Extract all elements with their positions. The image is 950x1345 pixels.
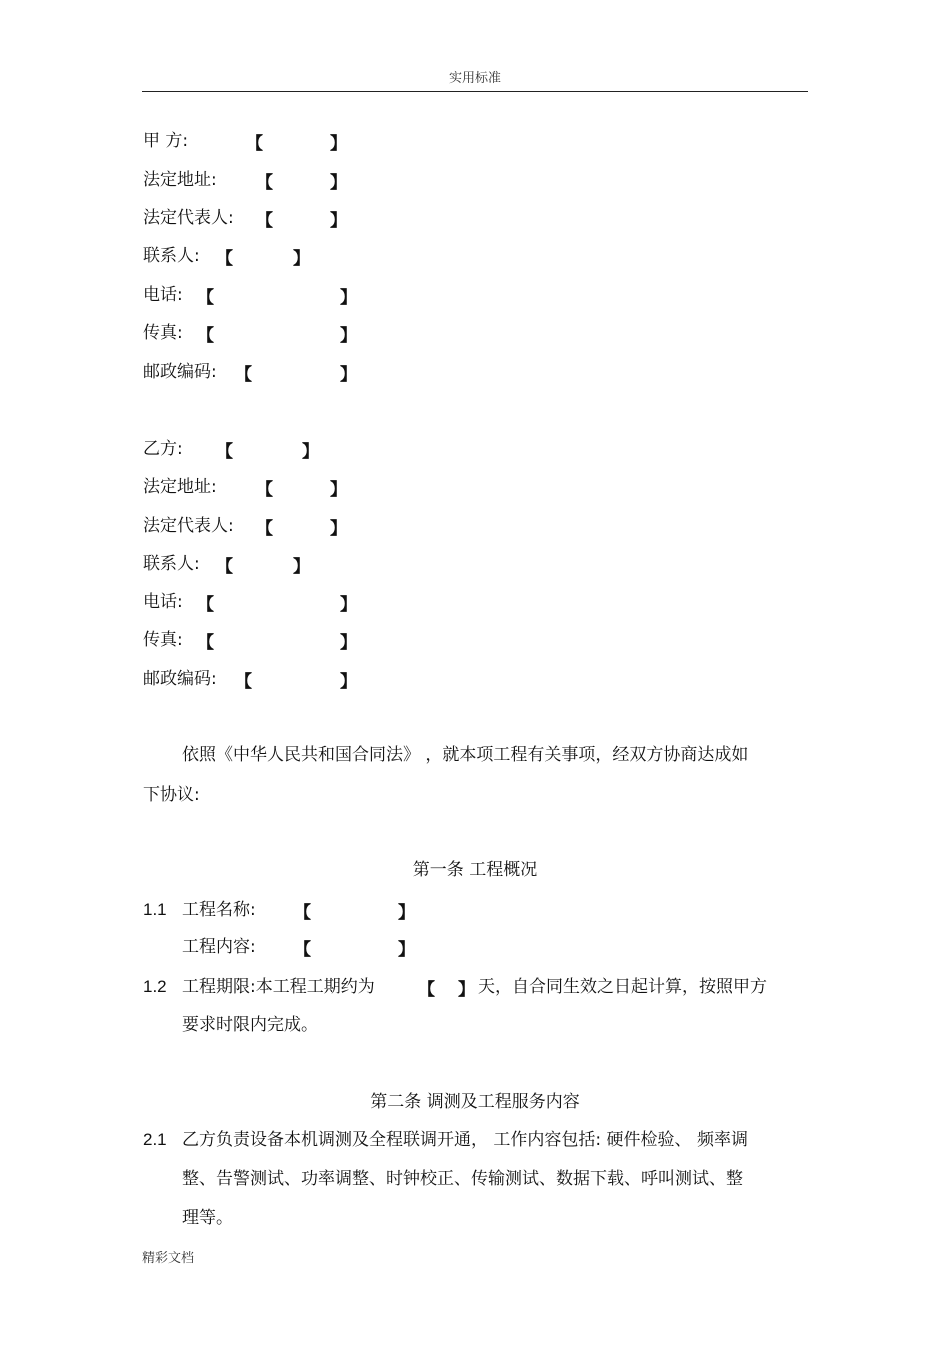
bracket-open: 【 — [235, 365, 252, 385]
project-period-line-2: 要求时限内完成。 — [182, 1015, 318, 1035]
page-footer: 精彩文档 — [142, 1251, 195, 1266]
bracket-open: 【 — [197, 633, 214, 653]
party-a-rep-label: 法定代表人: — [143, 208, 234, 228]
bracket-open: 【 — [418, 980, 435, 1000]
bracket-open: 【 — [197, 595, 214, 615]
bracket-close: 】 — [330, 134, 347, 154]
bracket-close: 】 — [330, 173, 347, 193]
bracket-open: 【 — [256, 211, 273, 231]
party-a-postcode-label: 邮政编码: — [143, 362, 217, 382]
party-b-contact-label: 联系人: — [143, 554, 200, 574]
bracket-close: 】 — [293, 557, 310, 577]
bracket-close: 】 — [340, 672, 357, 692]
bracket-open: 【 — [235, 672, 252, 692]
bracket-close: 】 — [398, 940, 415, 960]
preamble-line-1: 依照《中华人民共和国合同法》 ，就本项工程有关事项，经双方协商达成如 — [182, 745, 749, 765]
clause-number: 1.2 — [143, 977, 167, 996]
article-1-title: 第一条 工程概况 — [412, 860, 538, 880]
bracket-open: 【 — [256, 173, 273, 193]
party-a-name-label: 甲 方: — [143, 131, 189, 151]
party-a-phone-label: 电话: — [143, 285, 183, 305]
bracket-open: 【 — [246, 134, 263, 154]
bracket-close: 】 — [293, 249, 310, 269]
party-b-name-label: 乙方: — [143, 439, 183, 459]
bracket-open: 【 — [216, 249, 233, 269]
party-a-address-label: 法定地址: — [143, 170, 217, 190]
service-content-line-3: 理等。 — [182, 1208, 233, 1228]
party-a-contact-label: 联系人: — [143, 246, 200, 266]
clause-number: 2.1 — [143, 1130, 167, 1149]
service-content-line-2: 整、告警测试、功率调整、时钟校正、传输测试、数据下载、呼叫测试、整 — [182, 1169, 743, 1189]
bracket-close: 】 — [458, 980, 475, 1000]
project-name-label: 工程名称: — [182, 900, 256, 920]
header-rule — [142, 91, 808, 92]
bracket-open: 【 — [197, 326, 214, 346]
party-a-fax-label: 传真: — [143, 323, 183, 343]
bracket-close: 】 — [330, 519, 347, 539]
clause-number: 1.1 — [143, 900, 167, 919]
project-period-label: 工程期限:本工程工期约为 — [182, 977, 375, 997]
bracket-open: 【 — [216, 557, 233, 577]
bracket-close: 】 — [398, 903, 415, 923]
bracket-close: 】 — [330, 480, 347, 500]
party-b-phone-label: 电话: — [143, 592, 183, 612]
bracket-open: 【 — [216, 442, 233, 462]
bracket-close: 】 — [340, 326, 357, 346]
page-header: 实用标准 — [448, 71, 501, 86]
project-period-text: 天，自合同生效之日起计算，按照甲方 — [478, 977, 767, 997]
bracket-close: 】 — [340, 633, 357, 653]
bracket-open: 【 — [197, 288, 214, 308]
bracket-close: 】 — [340, 595, 357, 615]
project-content-label: 工程内容: — [182, 937, 256, 957]
bracket-open: 【 — [294, 940, 311, 960]
bracket-close: 】 — [340, 288, 357, 308]
bracket-open: 【 — [294, 903, 311, 923]
bracket-open: 【 — [256, 519, 273, 539]
service-content-line-1: 乙方负责设备本机调测及全程联调开通， 工作内容包括: 硬件检验、 频率调 — [182, 1130, 748, 1150]
article-2-title: 第二条 调测及工程服务内容 — [370, 1092, 580, 1112]
party-b-address-label: 法定地址: — [143, 477, 217, 497]
preamble-line-2: 下协议: — [143, 785, 200, 805]
party-b-rep-label: 法定代表人: — [143, 516, 234, 536]
bracket-close: 】 — [302, 442, 319, 462]
party-b-postcode-label: 邮政编码: — [143, 669, 217, 689]
bracket-close: 】 — [340, 365, 357, 385]
party-b-fax-label: 传真: — [143, 630, 183, 650]
bracket-open: 【 — [256, 480, 273, 500]
bracket-close: 】 — [330, 211, 347, 231]
